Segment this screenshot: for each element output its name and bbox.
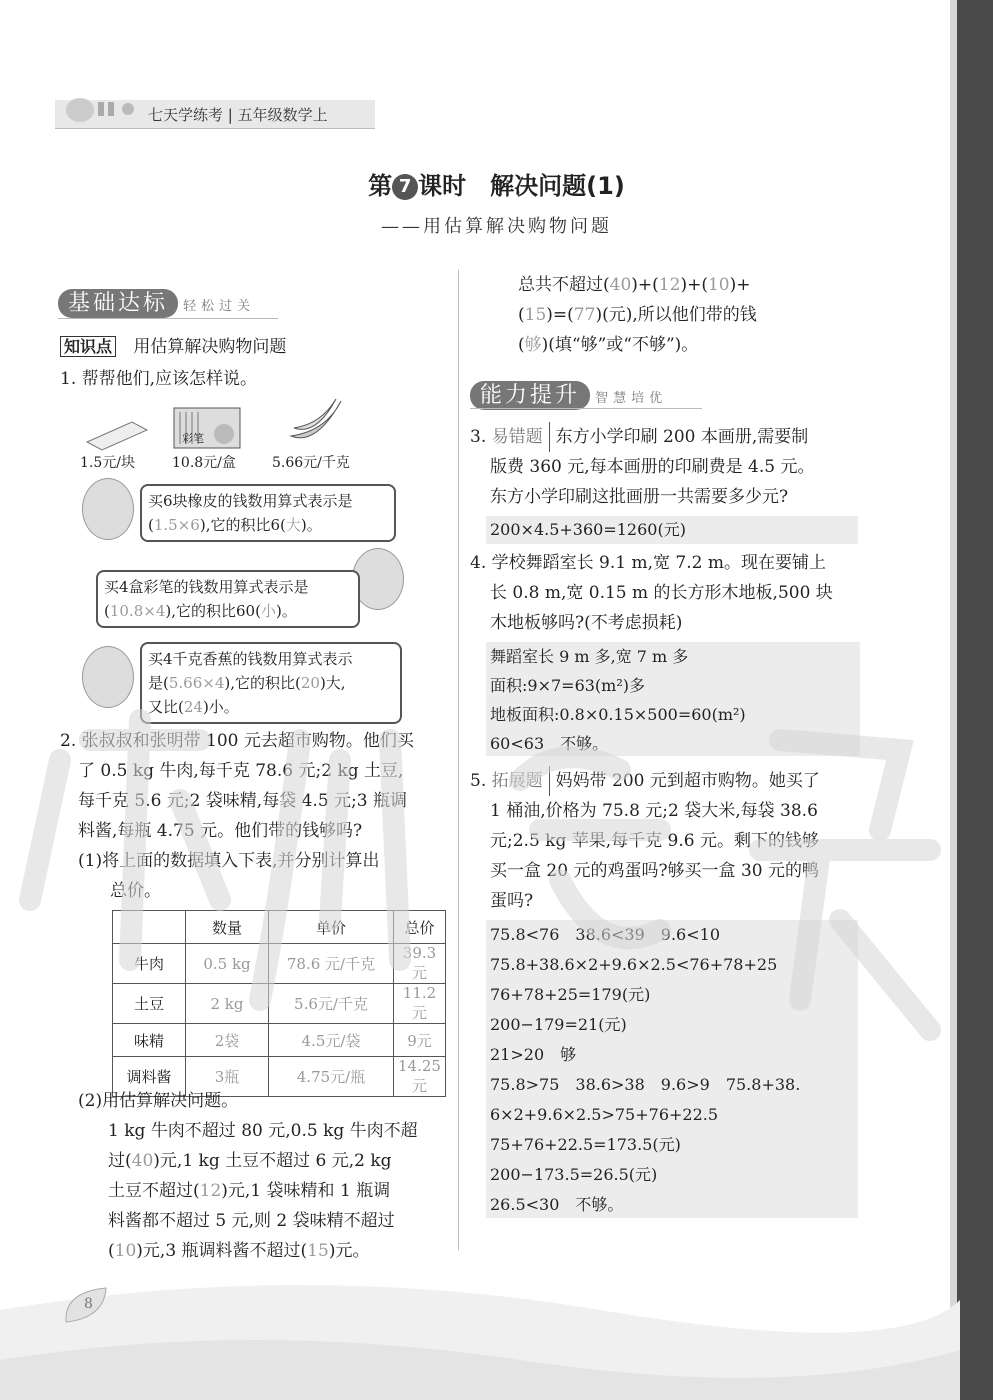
girl-avatar [82, 478, 134, 540]
table-header-row: 数量 单价 总价 [113, 911, 446, 944]
table-row: 土豆 2 kg 5.6元/千克 11.2元 [113, 984, 446, 1024]
header-text: 七天学练考 | 五年级数学上 [148, 106, 328, 124]
series-logo-icon [62, 90, 142, 126]
question-2-part-2: (2)用估算解决问题。 1 kg 牛肉不超过 80 元,0.5 kg 牛肉不超 过(40)元,1 kg 土豆不超过 6 元,2 kg 土豆不超过(12)元,1 袋味精和 1 瓶调 料酱都不超过 5 元,则 2 袋味精不超过 (10)元,3 瓶调料酱不超过(15)元。 [78, 1091, 418, 1261]
lesson-subtitle: ——用估算解决购物问题 [381, 216, 612, 237]
question-2-continued: 总共不超过(40)+(12)+(10)+ (15)=(77)(元),所以他们带的钱 (够)(填“够”或“不够”)。 [518, 275, 757, 355]
shopping-table [112, 910, 446, 1097]
banana-icon [286, 396, 346, 448]
table-row: 味精 2袋 4.5元/袋 9元 [113, 1024, 446, 1057]
speech-bubble-pens: 买4盒彩笔的钱数用算式表示是 (10.8×4),它的积比60(小)。 [96, 570, 360, 628]
lesson-title: 第 7 课时 解决问题(1) [368, 172, 625, 200]
column-divider [458, 270, 459, 1250]
section-basic-header [58, 286, 255, 317]
knowledge-point: 知识点 用估算解决购物问题 [60, 332, 286, 362]
question-3: 3. 易错题 东方小学印刷 200 本画册,需要制 版费 360 元,每本画册的印刷费是 4.5 元。 东方小学印刷这批画册一共需要多少元? [470, 422, 815, 512]
page-number: 8 [84, 1296, 93, 1312]
speech-bubble-banana: 买4千克香蕉的钱数用算式表示 是(5.66×4),它的积比(20)大, 又比(24)小。 [140, 642, 402, 724]
question-5: 5. 拓展题 妈妈带 200 元到超市购物。她买了 1 桶油,价格为 75.8 元;2 袋大米,每袋 38.6 元;2.5 kg 苹果,每千克 9.6 元。剩下的钱够 买一盒 20 元的鸡蛋吗?够买一盒 30 元的鸭 蛋吗? [470, 766, 820, 916]
page-edge-shadow [957, 0, 993, 1400]
question-2: 2. 张叔叔和张明带 100 元去超市购物。他们买 了 0.5 kg 牛肉,每千克 78.6 元;2 kg 土豆, 每千克 5.6 元;2 袋味精,每袋 4.5 元;3 瓶调 料酱,每瓶 4.75 元。他们带的钱够吗? (1)将上面的数据填入下表,并分别计算出 总价。 [60, 731, 414, 901]
section-badge: 能力提升 [470, 381, 590, 410]
section-badge: 基础达标 [58, 289, 178, 318]
question-4-answer: 舞蹈室长 9 m 多,宽 7 m 多 面积:9×7=63(m²)多 地板面积:0.8×0.15×500=60(m²) 60<63 不够。 [486, 642, 860, 756]
knowledge-tag: 知识点 [60, 336, 116, 357]
pens-price: 10.8元/盒 [172, 455, 236, 471]
question-3-answer: 200×4.5+360=1260(元) [486, 516, 858, 544]
section-subtitle: 轻松过关 [183, 299, 256, 314]
section-subtitle: 智慧培优 [595, 391, 668, 406]
question-4: 4. 学校舞蹈室长 9.1 m,宽 7.2 m。现在要铺上 长 0.8 m,宽 0.15 m 的长方形木地板,500 块 木地板够吗?(不考虑损耗) [470, 553, 833, 633]
girl-with-braids-avatar [82, 646, 134, 708]
section-ability-header [470, 378, 667, 409]
question-5-answer: 75.8<76 38.6<39 9.6<10 75.8+38.6×2+9.6×2.5<76+78+25 76+78+25=179(元) 200−179=21(元) 21>20 够 75.8>75 38.6>38 9.6>9 75.8+38. 6×2+9.6×2.5>75+76+22.5 75+76+22.5=173.5(元) 200−173.5=26.5(元) 26.5<30 不够。 [486, 920, 858, 1218]
speech-bubble-eraser: 买6块橡皮的钱数用算式表示是 (1.5×6),它的积比6(大)。 [140, 484, 396, 542]
eraser-icon [82, 412, 152, 452]
section-underline [58, 318, 278, 319]
table-row: 调料酱 3瓶 4.75元/瓶 14.25元 [113, 1057, 446, 1097]
table-row: 牛肉 0.5 kg 78.6 元/千克 39.3 元 [113, 944, 446, 984]
bottom-wave-decoration [0, 1270, 960, 1400]
question-1-stem: 1. 帮帮他们,应该怎样说。 [60, 369, 258, 389]
banana-price: 5.66元/千克 [272, 455, 350, 471]
eraser-price: 1.5元/块 [80, 455, 135, 471]
lesson-number-badge: 7 [392, 174, 418, 200]
color-pens-label: 彩笔 [182, 432, 204, 445]
section-underline [470, 408, 702, 409]
